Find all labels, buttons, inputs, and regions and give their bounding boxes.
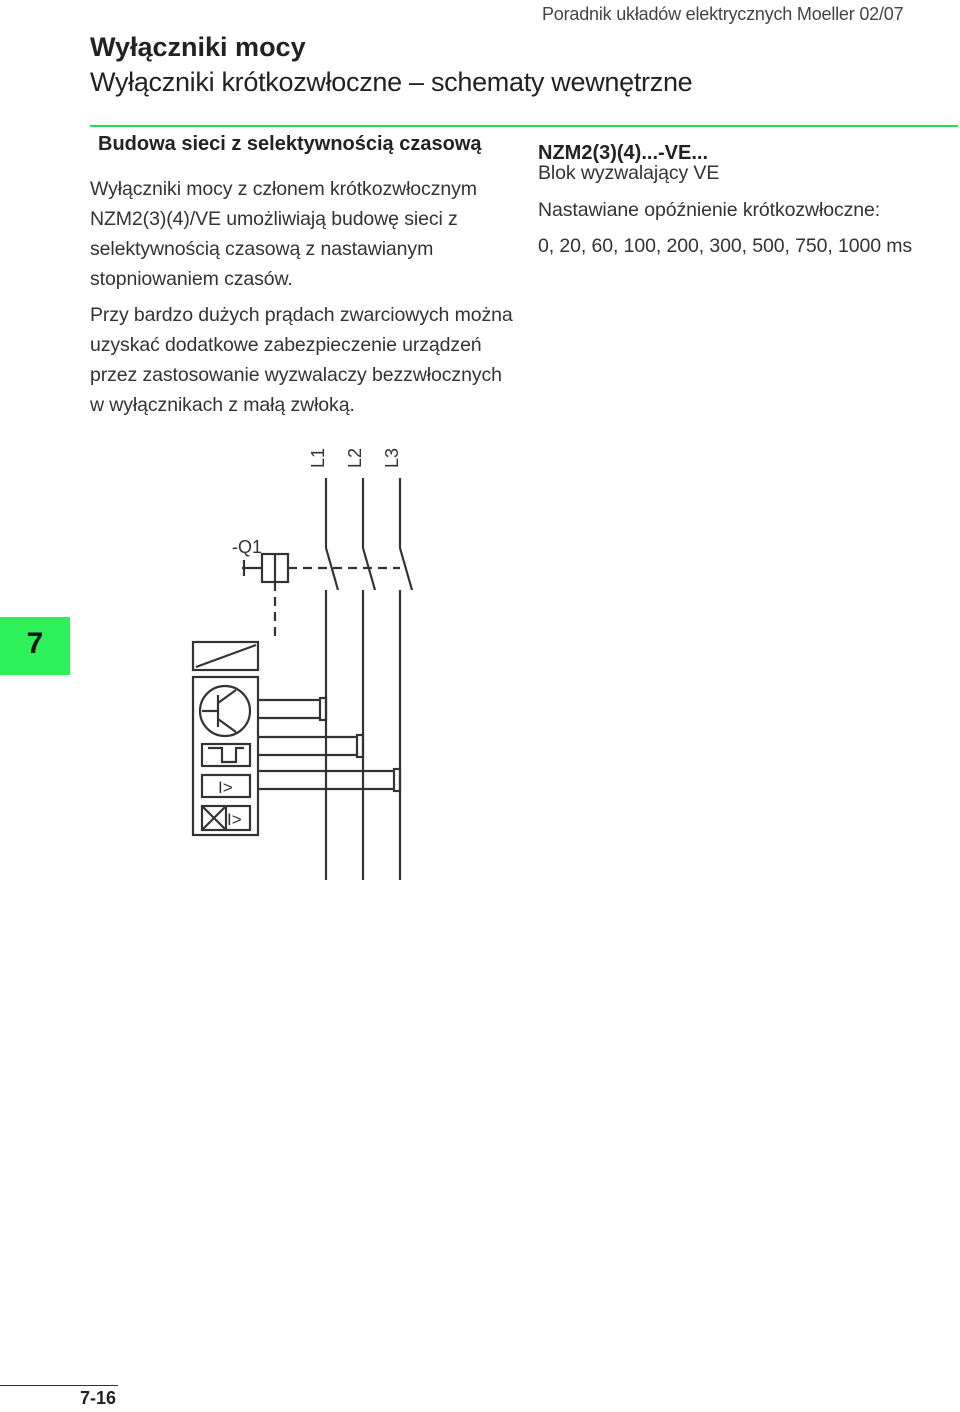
page-number: 7-16 xyxy=(80,1388,117,1408)
page-title: Wyłączniki mocy xyxy=(90,32,306,62)
paragraph-2-text: Przy bardzo dużych prądach zwarciowych można uzyskać dodatkowe zabezpieczenie urządzeń przez zastosowanie wyzwalaczy bezzwłocznych w wyłącznikach z małą zwłoką. xyxy=(90,304,513,416)
paragraph-2 xyxy=(90,300,520,420)
delay-symbol xyxy=(208,748,244,762)
paragraph-1 xyxy=(90,174,520,294)
phase-l1-label: L1 xyxy=(308,447,328,468)
publication-header: Poradnik układów elektrycznych Moeller 02/07 xyxy=(542,4,904,24)
transistor-collector xyxy=(218,690,236,703)
transistor-emitter xyxy=(218,719,236,732)
footer-rule xyxy=(0,1385,118,1386)
section-heading: Budowa sieci z selektywnością czasową xyxy=(98,133,482,155)
delay-setting-label: Nastawiane opóźnienie krótkozwłoczne: xyxy=(538,199,881,221)
phase-l3-label: L3 xyxy=(382,447,402,468)
device-label: -Q1 xyxy=(232,537,263,557)
phase-l2-label: L2 xyxy=(345,447,365,468)
paragraph-1-text: Wyłączniki mocy z członem krótkozwłocznym NZM2(3)(4)/VE umożliwiają budowę sieci z selektywnością czasową z nastawianym stopniowaniem czasów. xyxy=(90,178,477,290)
release-header-slash xyxy=(196,645,256,667)
delay-values: 0, 20, 60, 100, 200, 300, 500, 750, 1000 ms xyxy=(538,235,913,257)
circuit-diagram xyxy=(180,440,420,885)
chapter-number: 7 xyxy=(26,627,44,660)
overcurrent-label-2: I> xyxy=(227,810,242,829)
chapter-tab xyxy=(0,617,70,675)
sensor-l2 xyxy=(357,735,363,757)
release-block-label: Blok wyzwalający VE xyxy=(538,162,720,184)
sensor-l1 xyxy=(320,698,326,720)
sensor-l3 xyxy=(394,769,400,791)
contact-l3 xyxy=(400,548,412,590)
device-type-heading: NZM2(3)(4)...-VE... xyxy=(538,142,709,164)
section-divider xyxy=(90,125,958,127)
overcurrent-label-1: I> xyxy=(218,778,233,797)
page-subtitle: Wyłączniki krótkozwłoczne – schematy wewnętrzne xyxy=(90,67,693,97)
